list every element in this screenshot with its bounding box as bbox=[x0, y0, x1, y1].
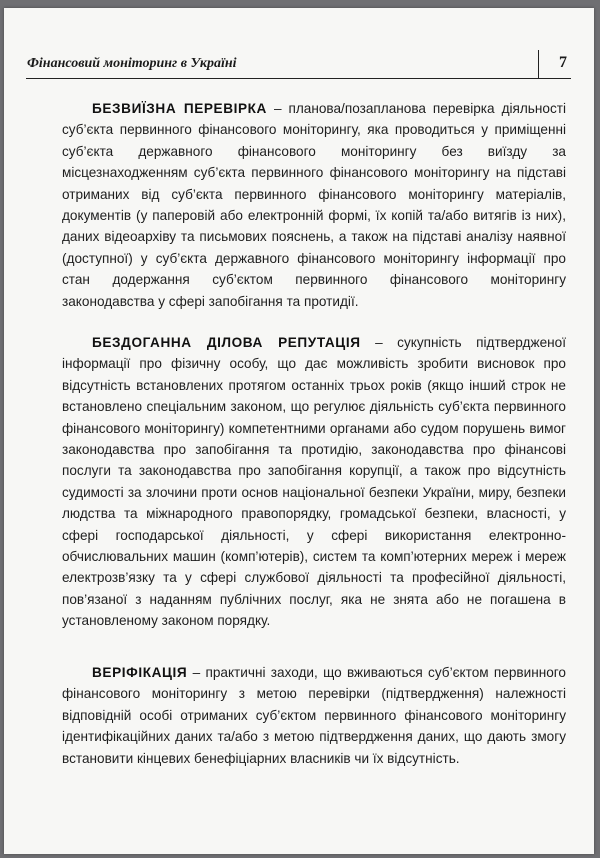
entry-term: БЕЗДОГАННА ДІЛОВА РЕПУТАЦІЯ bbox=[92, 335, 361, 350]
running-title: Фінансовий моніторинг в Україні bbox=[27, 56, 237, 71]
running-header bbox=[26, 54, 571, 79]
glossary-entry bbox=[62, 332, 566, 632]
entry-definition: – сукупність підтвердженої інформації про фізичну особу, що дає можливість зробити висновок про відсутність встановлених протягом останніх трьох років (якщо інший строк не встановлено спеціальним законом, що регулює діяльність суб’єкта первинного фінансового моніторингу) компетентними органами або судом порушень вимог законодавства про запобігання та протидію, законодавства про фінансові послуги та законодавства про запобігання корупції, а також про відсутність судимості за злочини проти основ національної безпеки України, миру, безпеки людства та міжнародного правопорядку, громадської безпеки, власності, у сфері господарської діяльності, у сфері використання електронно-обчислювальних машин (комп’ютерів), систем та комп’ютерних мереж і мереж електрозв’язку та у сфері службової діяльності та професійної діяльності, пов’язаної з наданням публічних послуг, яка не знята або не погашена в установленому законом порядку. bbox=[62, 335, 566, 629]
book-page bbox=[4, 8, 594, 854]
entry-term: БЕЗВИЇЗНА ПЕРЕВІРКА bbox=[92, 101, 267, 116]
entry-definition: – планова/позапланова перевірка діяльності суб’єкта первинного фінансового моніторингу, яка проводиться у приміщенні суб’єкта державного фінансового моніторингу без виїзду за місцезнаходженням суб’єкта первинного фінансового моніторингу на підставі отриманих від суб’єкта первинного фінансового моніторингу матеріалів, документів (у паперовій або електронній формі, їх копій та/або витягів із них), даних відеоархіву та письмових пояснень, а також на підставі аналізу наявної (доступної) у суб’єкта державного фінансового моніторингу інформації про стан додержання суб’єктом первинного фінансового моніторингу законодавства у сфері запобігання та протидії. bbox=[62, 101, 567, 309]
glossary-entry bbox=[62, 98, 566, 312]
page-number: 7 bbox=[559, 54, 567, 71]
entry-term: ВЕРІФІКАЦІЯ bbox=[92, 665, 188, 680]
header-divider bbox=[538, 50, 539, 78]
entry-definition: – практичні заходи, що вживаються суб’єктом первинного фінансового моніторингу з метою перевірки (підтвердження) належності відповідній особі отриманих суб’єктом первинного фінансового моніторингу ідентифікаційних даних та/або з метою підтвердження даних, що дають змогу встановити кінцевих бенефіціарних власників чи їх відсутність. bbox=[62, 665, 566, 766]
glossary-entry bbox=[62, 662, 566, 769]
